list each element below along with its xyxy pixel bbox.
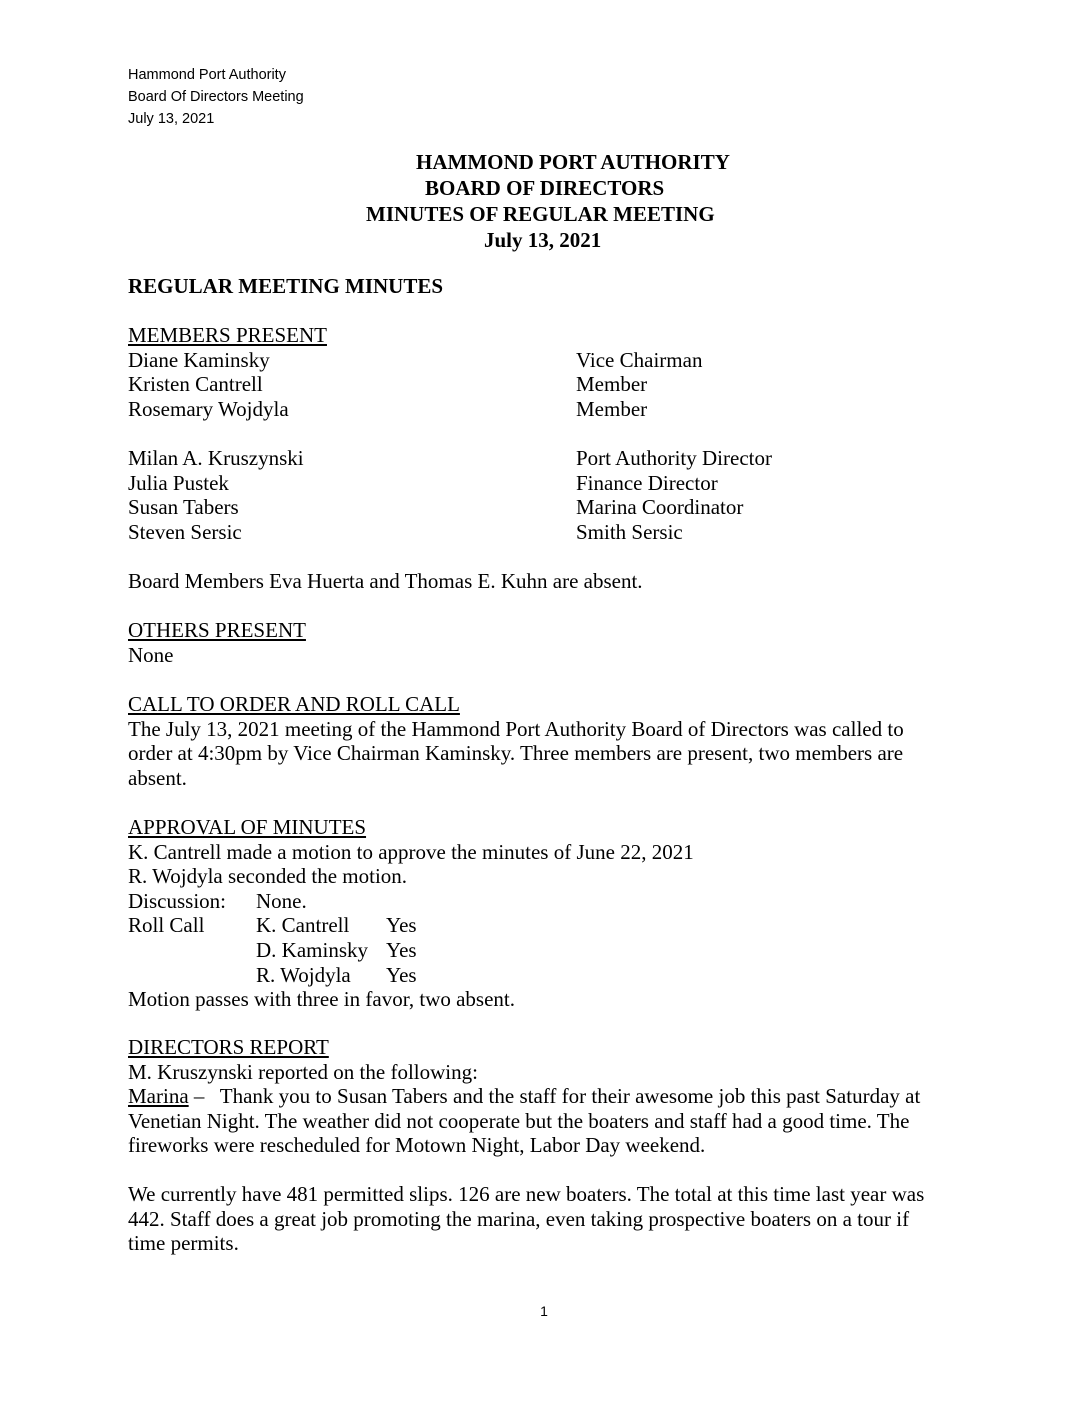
rollcall-label: Roll Call (128, 913, 205, 938)
paragraph-line: time permits. (128, 1231, 239, 1256)
header-date: July 13, 2021 (128, 111, 215, 127)
marina-text: – Thank you to Susan Tabers and the staff for their awesome job this past Saturday at (188, 1084, 921, 1109)
staff-name: Susan Tabers (128, 495, 239, 520)
slips-paragraph (128, 1182, 968, 1256)
approval-result: Motion passes with three in favor, two absent. (128, 987, 516, 1012)
directors-report-section (128, 1035, 968, 1158)
vote-value: Yes (386, 937, 417, 962)
header-meeting: Board Of Directors Meeting (128, 89, 304, 105)
call-to-order-section (128, 692, 968, 790)
member-role: Member (576, 372, 648, 397)
staff-role: Marina Coordinator (576, 495, 744, 520)
member-name: Kristen Cantrell (128, 372, 263, 397)
member-role: Member (576, 396, 648, 421)
member-row (128, 348, 968, 373)
paragraph-line: 442. Staff does a great job promoting the marina, even taking prospective boaters on a tour if (128, 1206, 910, 1231)
member-name: Rosemary Wojdyla (128, 396, 289, 421)
staff-role: Port Authority Director (576, 446, 772, 470)
staff-role: Finance Director (576, 470, 718, 495)
call-to-order-heading: CALL TO ORDER AND ROLL CALL (128, 692, 460, 716)
rollcall-row (128, 963, 968, 988)
staff-row (128, 471, 968, 496)
discussion-value: None. (256, 888, 307, 913)
marina-line (128, 1084, 968, 1109)
others-present-text: None (128, 642, 174, 667)
member-row (128, 372, 968, 397)
approval-motion: K. Cantrell made a motion to approve the minutes of June 22, 2021 (128, 839, 694, 864)
staff-name: Julia Pustek (128, 470, 229, 495)
member-row (128, 397, 968, 422)
others-present-section (128, 618, 968, 667)
vote-name: K. Cantrell (256, 913, 350, 938)
header-org: Hammond Port Authority (128, 67, 286, 83)
staff-row (128, 446, 968, 471)
marina-label: Marina (128, 1084, 189, 1109)
member-role: Vice Chairman (576, 347, 703, 372)
members-present-heading: MEMBERS PRESENT (128, 323, 327, 347)
staff-name: Milan A. Kruszynski (128, 446, 304, 470)
staff-row (128, 520, 968, 545)
staff-present-list (128, 446, 968, 544)
vote-value: Yes (386, 913, 417, 938)
paragraph-line: absent. (128, 765, 187, 790)
vote-name: R. Wojdyla (256, 962, 351, 987)
running-header (128, 64, 304, 130)
staff-role: Smith Sersic (576, 519, 683, 544)
paragraph-line: order at 4:30pm by Vice Chairman Kaminsky. Three members are present, two members are (128, 741, 904, 766)
discussion-row (128, 889, 968, 914)
others-present-heading: OTHERS PRESENT (128, 618, 306, 642)
rollcall-row (128, 938, 968, 963)
approval-second: R. Wojdyla seconded the motion. (128, 864, 408, 889)
members-present-section (128, 323, 968, 421)
paragraph-line: fireworks were rescheduled for Motown Night, Labor Day weekend. (128, 1133, 706, 1158)
approval-of-minutes-section (128, 815, 968, 1012)
paragraph-line: The July 13, 2021 meeting of the Hammond Port Authority Board of Directors was called to (128, 716, 904, 741)
staff-row (128, 495, 968, 520)
directors-report-heading: DIRECTORS REPORT (128, 1035, 329, 1059)
paragraph-line: We currently have 481 permitted slips. 126 are new boaters. The total at this time last year was (128, 1182, 925, 1206)
staff-name: Steven Sersic (128, 519, 242, 544)
doc-title: HAMMOND PORT AUTHORITY (416, 150, 730, 174)
member-name: Diane Kaminsky (128, 347, 270, 372)
page-number: 1 (540, 1303, 548, 1319)
paragraph-line: Venetian Night. The weather did not cooperate but the boaters and staff had a good time. The (128, 1108, 910, 1133)
vote-name: D. Kaminsky (256, 937, 368, 962)
discussion-label: Discussion: (128, 888, 227, 913)
approval-heading: APPROVAL OF MINUTES (128, 815, 367, 839)
absent-note: Board Members Eva Huerta and Thomas E. Kuhn are absent. (128, 569, 643, 593)
vote-value: Yes (386, 962, 417, 987)
doc-minutes-title: MINUTES OF REGULAR MEETING (366, 202, 715, 226)
rollcall-row (128, 913, 968, 938)
doc-title-date: July 13, 2021 (484, 228, 602, 252)
doc-subtitle: BOARD OF DIRECTORS (425, 176, 665, 200)
directors-report-intro: M. Kruszynski reported on the following: (128, 1059, 478, 1084)
regular-meeting-heading: REGULAR MEETING MINUTES (128, 274, 444, 298)
